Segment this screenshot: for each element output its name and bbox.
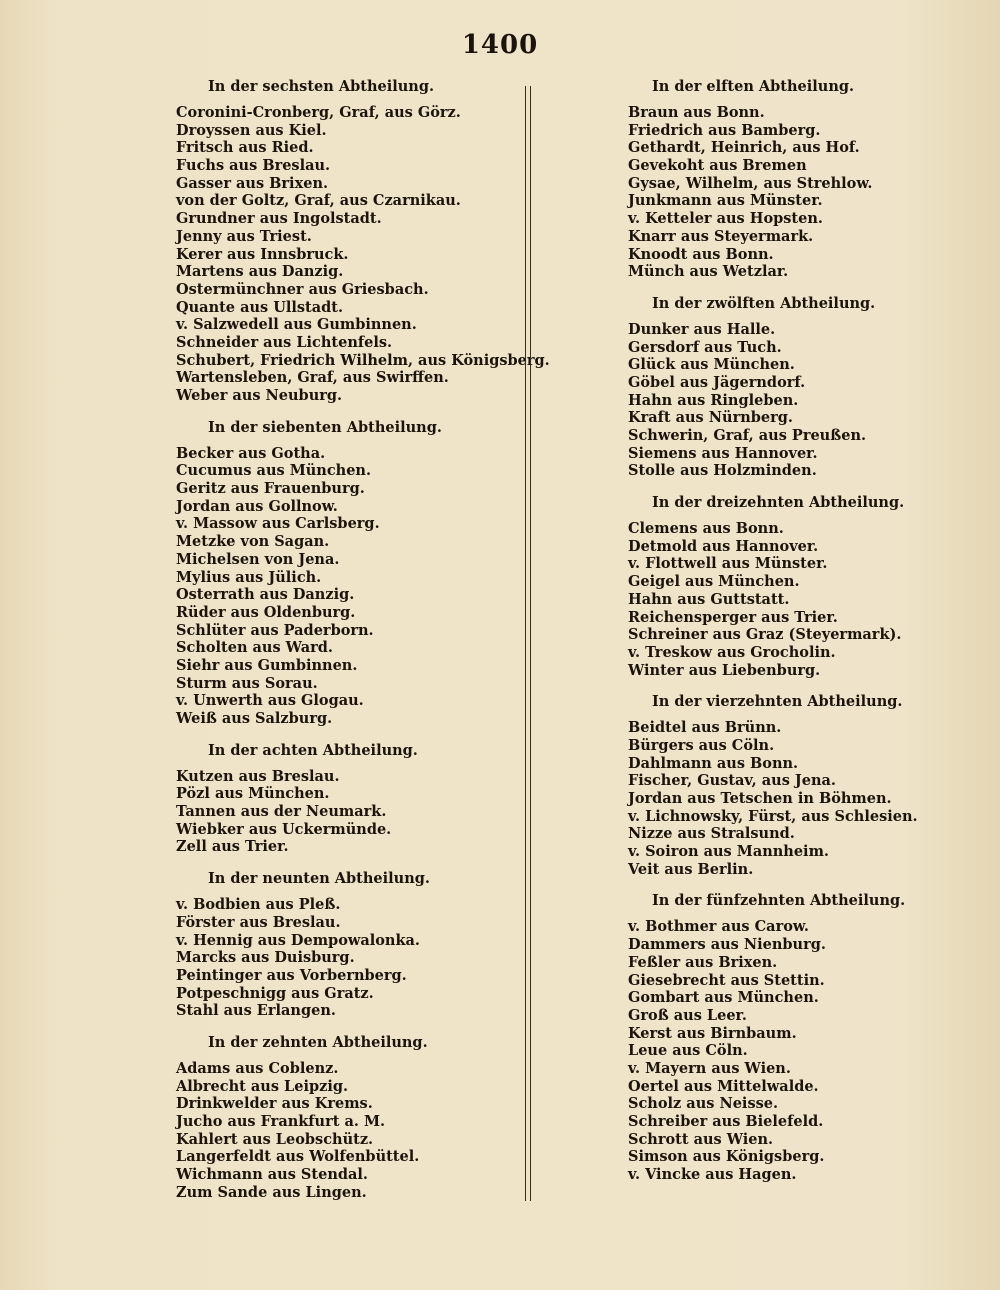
member-entry: Zum Sande aus Lingen. bbox=[176, 1183, 367, 1201]
member-entry: Gethardt, Heinrich, aus Hof. bbox=[628, 139, 860, 157]
member-entry: Winter aus Liebenburg. bbox=[628, 661, 821, 679]
member-entry: Scholten aus Ward. bbox=[176, 639, 333, 657]
member-entry: Osterrath aus Danzig. bbox=[176, 586, 355, 604]
member-entry: Göbel aus Jägerndorf. bbox=[628, 373, 806, 391]
member-entry: Schreiner aus Graz (Steyermark). bbox=[628, 626, 902, 644]
member-entry: Siemens aus Hannover. bbox=[628, 444, 818, 462]
member-entry: v. Flottwell aus Münster. bbox=[628, 555, 828, 573]
member-entry: Dunker aus Halle. bbox=[628, 320, 776, 338]
member-entry: Gombart aus München. bbox=[628, 989, 819, 1007]
column-divider bbox=[525, 86, 531, 1201]
member-entry: Gasser aus Brixen. bbox=[176, 174, 329, 192]
member-entry: Dammers aus Nienburg. bbox=[628, 936, 826, 954]
member-entry: Oertel aus Mittelwalde. bbox=[628, 1077, 819, 1095]
member-entry: Wartensleben, Graf, aus Swirffen. bbox=[176, 369, 449, 387]
member-entry: Kerer aus Innsbruck. bbox=[176, 245, 349, 263]
member-entry: Förster aus Breslau. bbox=[176, 913, 341, 931]
member-entry: Reichensperger aus Trier. bbox=[628, 608, 838, 626]
section bbox=[176, 417, 516, 728]
section-heading: In der achten Abtheilung. bbox=[208, 741, 418, 759]
member-entry: v. Lichnowsky, Fürst, aus Schlesien. bbox=[628, 807, 918, 825]
member-entry: Kutzen aus Breslau. bbox=[176, 767, 340, 785]
member-entry: Kraft aus Nürnberg. bbox=[628, 409, 793, 427]
section-heading: In der fünfzehnten Abtheilung. bbox=[652, 892, 906, 910]
member-entry: Zell aus Trier. bbox=[176, 838, 289, 856]
member-entry: Gevekoht aus Bremen bbox=[628, 157, 807, 175]
member-entry: Wiebker aus Uckermünde. bbox=[176, 820, 392, 838]
section bbox=[628, 890, 928, 1183]
member-entry: Albrecht aus Leipzig. bbox=[176, 1077, 349, 1095]
member-entry: Braun aus Bonn. bbox=[628, 104, 765, 121]
member-entry: Tannen aus der Neumark. bbox=[176, 803, 387, 821]
member-entry: Simson aus Königsberg. bbox=[628, 1148, 825, 1166]
member-entry: Jucho aus Frankfurt a. M. bbox=[176, 1113, 386, 1130]
section-heading: In der dreizehnten Abtheilung. bbox=[652, 494, 905, 512]
member-entry: Droyssen aus Kiel. bbox=[176, 121, 327, 139]
member-entry: Sturm aus Sorau. bbox=[176, 674, 318, 692]
member-entry: Schlüter aus Paderborn. bbox=[176, 621, 374, 639]
member-entry: Detmold aus Hannover. bbox=[628, 537, 819, 555]
member-entry: Schreiber aus Bielefeld. bbox=[628, 1113, 824, 1130]
section bbox=[176, 76, 550, 405]
member-entry: Rüder aus Oldenburg. bbox=[176, 603, 356, 621]
member-entry: Knarr aus Steyermark. bbox=[628, 227, 814, 245]
member-entry: Jordan aus Tetschen in Böhmen. bbox=[628, 790, 892, 807]
section bbox=[628, 76, 928, 281]
section bbox=[176, 868, 516, 1020]
member-entry: Geritz aus Frauenburg. bbox=[176, 480, 365, 498]
member-entry: Leue aus Cöln. bbox=[628, 1042, 748, 1060]
member-entry: Fuchs aus Breslau. bbox=[176, 157, 331, 175]
member-entry: Peintinger aus Vorbernberg. bbox=[176, 966, 407, 984]
member-entry: Metzke von Sagan. bbox=[176, 533, 330, 551]
section-heading: In der zwölften Abtheilung. bbox=[652, 294, 876, 312]
member-entry: Weiß aus Salzburg. bbox=[176, 710, 333, 727]
section-heading: In der vierzehnten Abtheilung. bbox=[652, 693, 903, 711]
member-entry: Becker aus Gotha. bbox=[176, 444, 326, 462]
member-entry: Jenny aus Triest. bbox=[176, 227, 312, 245]
member-entry: Veit aus Berlin. bbox=[628, 860, 754, 878]
member-entry: Gersdorf aus Tuch. bbox=[628, 338, 782, 356]
member-entry: Stolle aus Holzminden. bbox=[628, 462, 817, 480]
member-entry: Schneider aus Lichtenfels. bbox=[176, 333, 393, 351]
member-entry: Langerfeldt aus Wolfenbüttel. bbox=[176, 1148, 420, 1166]
member-entry: Mylius aus Jülich. bbox=[176, 568, 322, 586]
member-entry: Ostermünchner aus Griesbach. bbox=[176, 280, 429, 298]
member-entry: Clemens aus Bonn. bbox=[628, 520, 784, 538]
member-entry: Stahl aus Erlangen. bbox=[176, 1002, 336, 1020]
member-entry: Friedrich aus Bamberg. bbox=[628, 121, 821, 139]
member-entry: Junkmann aus Münster. bbox=[628, 192, 823, 210]
member-entry: Dahlmann aus Bonn. bbox=[628, 754, 799, 772]
member-entry: Gysae, Wilhelm, aus Strehlow. bbox=[628, 174, 873, 192]
member-entry: Beidtel aus Brünn. bbox=[628, 719, 782, 737]
member-entry: Nizze aus Stralsund. bbox=[628, 825, 795, 843]
member-entry: Hahn aus Guttstatt. bbox=[628, 590, 790, 608]
member-entry: Scholz aus Neisse. bbox=[628, 1095, 779, 1113]
section-heading: In der zehnten Abtheilung. bbox=[208, 1033, 428, 1051]
member-entry: Knoodt aus Bonn. bbox=[628, 245, 774, 263]
member-entry: v. Mayern aus Wien. bbox=[628, 1059, 791, 1077]
section bbox=[176, 740, 516, 856]
member-entry: v. Massow aus Carlsberg. bbox=[176, 515, 380, 533]
section bbox=[628, 293, 928, 480]
member-entry: v. Treskow aus Grocholin. bbox=[628, 643, 836, 661]
section-heading: In der elften Abtheilung. bbox=[652, 78, 855, 95]
member-entry: Jordan aus Gollnow. bbox=[176, 497, 338, 515]
member-entry: Adams aus Coblenz. bbox=[176, 1059, 339, 1077]
member-entry: Drinkwelder aus Krems. bbox=[176, 1095, 373, 1113]
member-entry: Münch aus Wetzlar. bbox=[628, 263, 789, 281]
section bbox=[176, 1032, 516, 1202]
member-entry: Geigel aus München. bbox=[628, 573, 800, 591]
member-entry: Marcks aus Duisburg. bbox=[176, 949, 355, 967]
member-entry: Coronini-Cronberg, Graf, aus Görz. bbox=[176, 104, 461, 121]
member-entry: Fritsch aus Ried. bbox=[176, 139, 314, 157]
member-entry: v. Salzwedell aus Gumbinnen. bbox=[176, 316, 417, 334]
member-entry: Kerst aus Birnbaum. bbox=[628, 1024, 797, 1042]
member-entry: Wichmann aus Stendal. bbox=[176, 1166, 368, 1184]
member-entry: Schwerin, Graf, aus Preußen. bbox=[628, 427, 867, 444]
member-entry: Cucumus aus München. bbox=[176, 462, 372, 480]
page-number: 1400 bbox=[461, 30, 539, 60]
member-entry: Hahn aus Ringleben. bbox=[628, 391, 799, 409]
left-column bbox=[176, 76, 550, 1201]
member-entry: Feßler aus Brixen. bbox=[628, 953, 778, 971]
member-entry: von der Goltz, Graf, aus Czarnikau. bbox=[176, 192, 461, 210]
member-entry: Pözl aus München. bbox=[176, 785, 330, 803]
member-entry: Siehr aus Gumbinnen. bbox=[176, 656, 358, 674]
section-heading: In der siebenten Abtheilung. bbox=[208, 418, 442, 436]
member-entry: Michelsen von Jena. bbox=[176, 550, 340, 568]
member-entry: Kahlert aus Leobschütz. bbox=[176, 1130, 374, 1148]
member-entry: Schrott aus Wien. bbox=[628, 1130, 774, 1148]
member-entry: Fischer, Gustav, aus Jena. bbox=[628, 772, 836, 790]
member-entry: Weber aus Neuburg. bbox=[176, 387, 343, 404]
member-entry: v. Unwerth aus Glogau. bbox=[176, 692, 364, 710]
member-entry: Giesebrecht aus Stettin. bbox=[628, 971, 825, 989]
section-heading: In der sechsten Abtheilung. bbox=[208, 78, 435, 95]
member-entry: v. Soiron aus Mannheim. bbox=[628, 843, 829, 861]
member-entry: Potpeschnigg aus Gratz. bbox=[176, 984, 374, 1002]
member-entry: Grundner aus Ingolstadt. bbox=[176, 210, 382, 228]
section-heading: In der neunten Abtheilung. bbox=[208, 870, 430, 888]
member-entry: Groß aus Leer. bbox=[628, 1006, 747, 1024]
member-entry: v. Hennig aus Dempowalonka. bbox=[176, 931, 420, 949]
member-entry: v. Ketteler aus Hopsten. bbox=[628, 210, 823, 228]
member-entry: v. Vincke aus Hagen. bbox=[628, 1166, 797, 1184]
member-entry: Bürgers aus Cöln. bbox=[628, 736, 775, 754]
member-entry: Martens aus Danzig. bbox=[176, 263, 344, 281]
section bbox=[628, 492, 928, 679]
member-entry: Quante aus Ullstadt. bbox=[176, 298, 344, 316]
right-column bbox=[628, 76, 928, 1184]
section bbox=[628, 691, 928, 878]
member-entry: Glück aus München. bbox=[628, 356, 795, 374]
member-entry: Schubert, Friedrich Wilhelm, aus Königsberg. bbox=[176, 351, 550, 369]
member-entry: v. Bodbien aus Pleß. bbox=[176, 896, 341, 914]
member-entry: v. Bothmer aus Carow. bbox=[628, 918, 809, 936]
